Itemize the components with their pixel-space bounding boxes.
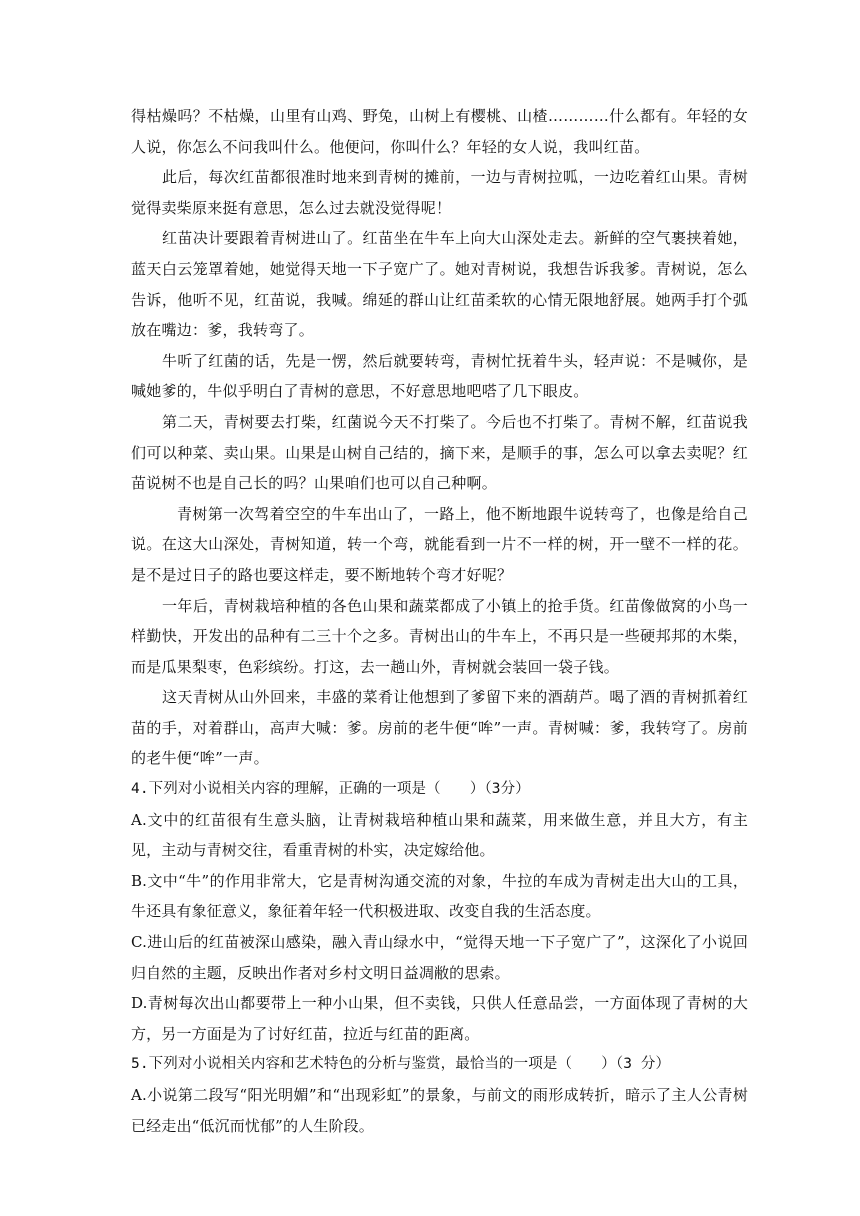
story-paragraph: 青树第一次驾着空空的牛车出山了，一路上，他不断地跟牛说转弯了，也像是给自己说。在这大山深处，青树知道，转一个弯，就能看到一片不一样的树，开一壁不一样的花。是不是过日子的路也要这样走，要不断地转个弯才好呢？ xyxy=(131,504,748,584)
story-paragraph: 此后，每次红苗都很准时地来到青树的摊前，一边与青树拉呱，一边吃着红山果。青树觉得卖柴原来挺有意思，怎么过去就没觉得呢！ xyxy=(131,168,748,217)
question-4-option-b: B.文中“牛”的作用非常大，它是青树沟通交流的对象，牛拉的车成为青树走出大山的工具，牛还具有象征意义，象征着年轻一代积极进取、改变自我的生活态度。 xyxy=(131,871,748,921)
question-4-option-d: D.青树每次出山都要带上一种小山果，但不卖钱，只供人任意品尝，一方面体现了青树的大方，另一方面是为了讨好红苗，拉近与红苗的距离。 xyxy=(131,994,748,1043)
question-4-option-a: A.文中的红苗很有生意头脑，让青树栽培种植山果和蔬菜，用来做生意，并且大方，有主见，主动与青树交往，看重青树的朴实，决定嫁给他。 xyxy=(131,810,748,860)
story-paragraph: 牛听了红菌的话，先是一愣，然后就要转弯，青树忙抚着牛头，轻声说：不是喊你，是喊她爹的，牛似乎明白了青树的意思，不好意思地吧嗒了几下眼皮。 xyxy=(131,351,748,401)
story-paragraph: 这天青树从山外回来，丰盛的菜肴让他想到了爹留下来的酒葫芦。喝了酒的青树抓着红苗的手，对着群山，高声大喊：爹。房前的老牛便“哞”一声。青树喊：爹，我转穹了。房前的老牛便“哞”一声。 xyxy=(131,688,748,768)
question-4-option-c: C.进山后的红苗被深山感染，融入青山绿水中，“觉得天地一下子宽广了”，这深化了小说回归自然的主题，反映出作者对乡村文明日益凋敝的思索。 xyxy=(131,933,748,982)
question-4-stem: 4.下列对小说相关内容的理解，正确的一项是（ ）（3分） xyxy=(131,781,530,798)
story-paragraph: 一年后，青树栽培种植的各色山果和蔬菜都成了小镇上的抢手货。红苗像做窝的小鸟一样勤快，开发出的品种有二三十个之多。青树出山的牛车上，不再只是一些硬邦邦的木柴，而是瓜果梨枣，色彩缤纷。打这，去一趟山外，青树就会装回一袋子钱。 xyxy=(131,596,748,676)
story-paragraph: 得枯燥吗？不枯燥，山里有山鸡、野兔，山树上有樱桃、山楂…………什么都有。年轻的女人说，你怎么不问我叫什么。他便问，你叫什么？年轻的女人说，我叫红苗。 xyxy=(131,107,748,156)
story-paragraph: 第二天，青树要去打柴，红菌说今天不打柴了。今后也不打柴了。青树不解，红苗说我们可以种菜、卖山果。山果是山树自己结的，摘下来，是顺手的事，怎么可以拿去卖呢？红苗说树不也是自己长的吗？山果咱们也可以自己种啊。 xyxy=(131,412,748,493)
story-paragraph: 红苗决计要跟着青树进山了。红苗坐在牛车上向大山深处走去。新鲜的空气裹挟着她，蓝天白云笼罩着她，她觉得天地一下子宽广了。她对青树说，我想告诉我爹。青树说，怎么告诉，他听不见，红苗说，我喊。绵延的群山让红苗柔软的心情无限地舒展。她两手打个弧放在嘴边：爹，我转弯了。 xyxy=(131,229,748,340)
question-5-option-a: A.小说第二段写“阳光明媚”和“出现彩虹”的景象，与前文的雨形成转折，暗示了主人公青树已经走出“低沉而忧郁”的人生阶段。 xyxy=(131,1086,748,1135)
question-5-stem: 5.下列对小说相关内容和艺术特色的分析与鉴赏，最恰当的一项是（ ）（3 分） xyxy=(131,1056,671,1073)
